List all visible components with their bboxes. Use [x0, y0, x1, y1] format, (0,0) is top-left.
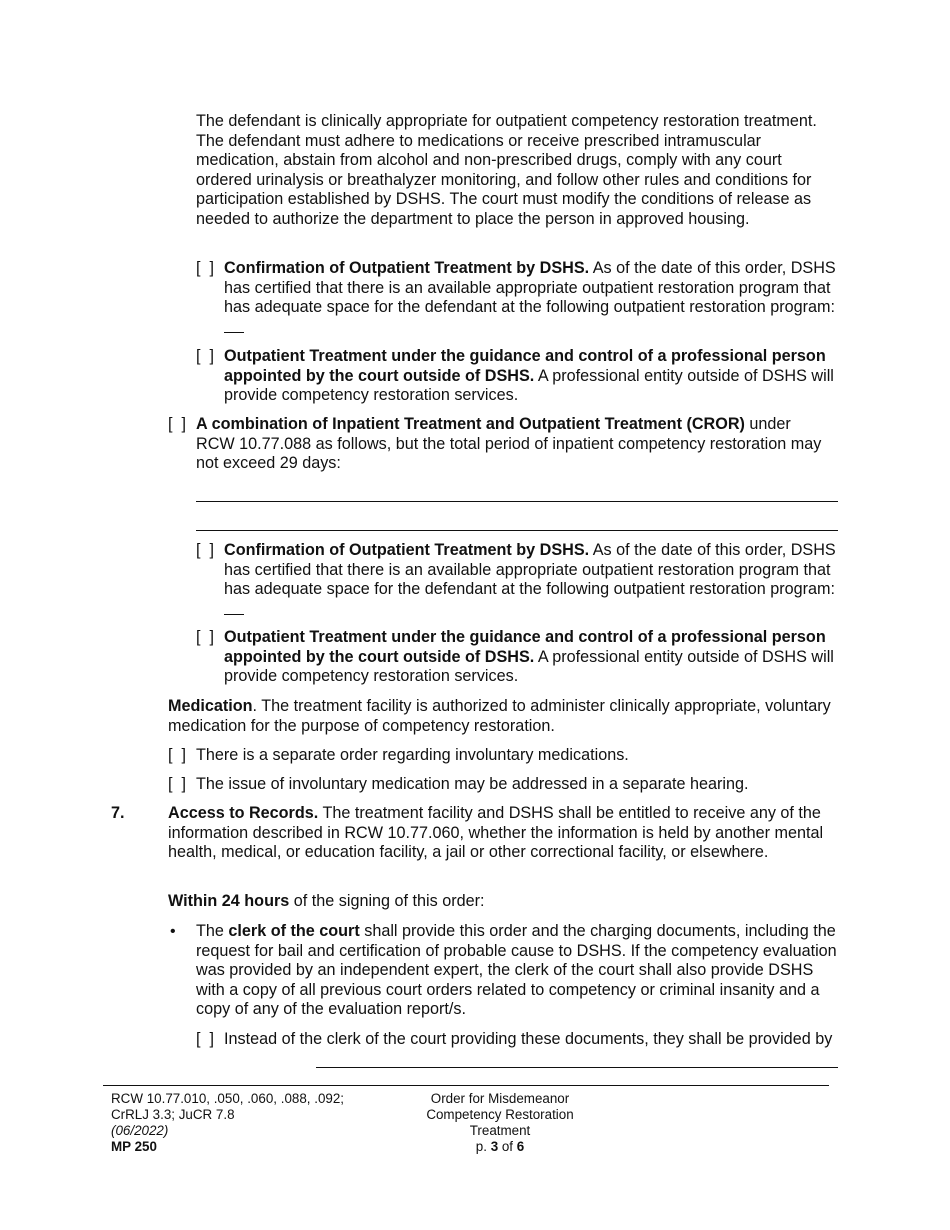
footer-left: [111, 1091, 391, 1155]
option-professional-1-text: A professional entity outside of DSHS will provide competency restoration services.: [224, 366, 834, 405]
combination-line-1[interactable]: [196, 501, 838, 502]
instead-paragraph: [224, 1030, 834, 1050]
option-combination-text: under RCW 10.77.088 as follows, but the total period of inpatient competency restoration may not exceed 29 days:: [196, 415, 822, 473]
section-7-title: Access to Records.: [168, 804, 319, 822]
option-professional-2-title: Outpatient Treatment under the guidance and control of a professional person appointed by the court outside of DSHS.: [224, 628, 826, 666]
intro-paragraph: The defendant is clinically appropriate for outpatient competency restoration treatment. The defendant must adhere to medications or receive prescribed intramuscular medication, abstain from alcohol and non-prescribed drugs, comply with any court ordered urinalysis or breathalyzer monitoring, and follow other rules and conditions for participation established by DSHS. The court must modify the conditions of release as needed to authorize the department to place the person in approved housing.: [196, 112, 817, 228]
footer-rules: CrRLJ 3.3; JuCR 7.8: [111, 1107, 235, 1122]
clerk-bullet-text: shall provide this order and the charging documents, including the request for bail and certification of probable cause to DSHS. If the competency evaluation was provided by an independent expert, the clerk of the court shall also provide DSHS with a copy of all previous court orders related to competency or criminal insanity and a copy of any of the evaluation report/s.: [196, 922, 837, 1019]
footer-rcw: RCW 10.77.010, .050, .060, .088, .092;: [111, 1091, 345, 1106]
option-professional-1-title: Outpatient Treatment under the guidance and control of a professional person appointed by the court outside of DSHS.: [224, 347, 826, 385]
section-7-number: 7.: [111, 804, 125, 822]
checkbox-combination[interactable]: [ ]: [168, 415, 186, 433]
clerk-bullet-paragraph: [196, 922, 840, 1020]
footer-center: [400, 1091, 600, 1155]
footer-title-2: Competency Restoration: [426, 1107, 574, 1122]
checkbox-instead[interactable]: [ ]: [196, 1030, 214, 1048]
footer-title-1: Order for Misdemeanor: [430, 1091, 570, 1106]
option-confirm-2: [224, 541, 838, 620]
clerk-bullet-bold: clerk of the court: [228, 922, 360, 940]
option-professional-2: [224, 628, 838, 687]
medication-paragraph: [168, 697, 832, 736]
checkbox-separate-hearing[interactable]: [ ]: [168, 775, 186, 793]
footer-rule: [103, 1085, 829, 1086]
option-confirm-1: [224, 259, 838, 338]
within-24-hours: [168, 892, 834, 912]
section-7-paragraph: [168, 804, 834, 863]
program-name-line-1[interactable]: [224, 318, 244, 333]
checkbox-separate-order[interactable]: [ ]: [168, 746, 186, 764]
bullet-icon: •: [170, 923, 176, 940]
checkbox-confirm-2[interactable]: [ ]: [196, 541, 214, 559]
section-7-text: The treatment facility and DSHS shall be entitled to receive any of the information described in RCW 10.77.060, whether the information is held by another mental health, medical, or education facility, a jail or other correctional facility, or elsewhere.: [168, 804, 824, 862]
option-combination: [196, 415, 832, 474]
within-24-hours-text: of the signing of this order:: [289, 892, 485, 910]
footer-page-number: p. 3 of 6: [475, 1139, 525, 1154]
within-24-hours-bold: Within 24 hours: [168, 892, 290, 910]
checkbox-professional-2[interactable]: [ ]: [196, 628, 214, 646]
instead-text: Instead of the clerk of the court providing these documents, they shall be provided by: [224, 1030, 833, 1048]
option-professional-2-text: A professional entity outside of DSHS will provide competency restoration services.: [224, 647, 834, 686]
footer-title-3: Treatment: [469, 1123, 531, 1138]
footer-date: (06/2022): [111, 1123, 169, 1138]
clerk-bullet-pre: The: [196, 922, 229, 940]
program-name-line-2[interactable]: [224, 600, 244, 615]
checkbox-confirm-1[interactable]: [ ]: [196, 259, 214, 277]
option-confirm-1-title: Confirmation of Outpatient Treatment by DSHS.: [224, 259, 590, 277]
provided-by-line[interactable]: [316, 1067, 838, 1068]
option-professional-1: [224, 347, 838, 406]
option-confirm-2-title: Confirmation of Outpatient Treatment by DSHS.: [224, 541, 590, 559]
combination-line-2[interactable]: [196, 530, 838, 531]
option-separate-hearing: The issue of involuntary medication may be addressed in a separate hearing.: [196, 775, 749, 793]
medication-text: . The treatment facility is authorized to administer clinically appropriate, voluntary medication for the purpose of competency restoration.: [168, 697, 831, 735]
option-combination-title: A combination of Inpatient Treatment and Outpatient Treatment (CROR): [196, 415, 745, 433]
medication-title: Medication: [168, 697, 253, 715]
footer-form-number: MP 250: [111, 1139, 157, 1154]
option-separate-order: There is a separate order regarding involuntary medications.: [196, 746, 629, 764]
option-confirm-2-text: As of the date of this order, DSHS has certified that there is an available appropriate outpatient restoration program that has adequate space for the defendant at the following outpatient restoration program:: [224, 541, 836, 599]
option-confirm-1-text: As of the date of this order, DSHS has certified that there is an available appropriate outpatient restoration program that has adequate space for the defendant at the following outpatient restoration program:: [224, 259, 836, 317]
checkbox-professional-1[interactable]: [ ]: [196, 347, 214, 365]
